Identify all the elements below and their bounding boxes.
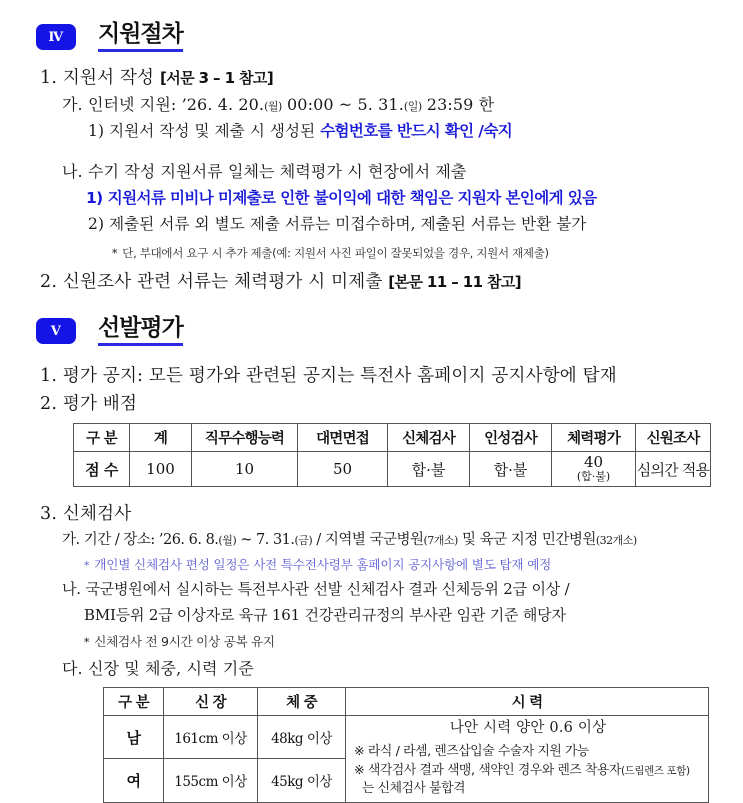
list-item-1a-day2: (일) — [403, 100, 422, 113]
list-item-1b-2 — [88, 212, 586, 234]
score-value-interview: 50 — [298, 452, 388, 487]
score-header-division: 구 분 — [74, 424, 130, 452]
score-header-personality-test: 인성검사 — [470, 424, 552, 452]
list-item-1b-1-marker: 1) — [86, 189, 103, 207]
list-item-2-text: 신원조사 관련 서류는 체력평가 시 미제출 — [62, 272, 383, 292]
vision-requirements-cell — [346, 716, 709, 803]
eval-item-3b-line2 — [84, 604, 566, 625]
list-item-2-reference: [본문 11 – 11 참고] — [388, 273, 522, 291]
list-item-1a-1-text: 지원서 작성 및 제출 시 생성된 — [109, 122, 316, 140]
vision-note-2 — [354, 762, 702, 781]
eval-item-3 — [40, 500, 131, 525]
score-value-physical-exam: 합·불 — [388, 452, 470, 487]
eval-item-1-text: 평가 공지: 모든 평가와 관련된 공지는 특전사 홈페이지 공지사항에 탑재 — [62, 366, 617, 386]
vision-row-label-male: 남 — [104, 716, 164, 759]
list-item-1b-note — [112, 242, 549, 261]
eval-item-3a-marker: 가. — [62, 532, 80, 548]
score-value-personality-test: 합·불 — [470, 452, 552, 487]
score-value-background-check: 심의간 적용 — [636, 452, 711, 487]
score-value-fitness-number: 40 — [583, 453, 604, 472]
list-item-1b-note-paren: (예: 지원서 사진 파일이 잘못되었을 경우, 지원서 재제출) — [272, 246, 549, 260]
vision-note-1: ※ 라식 / 라셈, 렌즈삽입술 수술자 지원 가능 — [354, 744, 589, 760]
eval-item-3b-text-line1: 국군병원에서 실시하는 특전부사관 선발 신체검사 결과 신체등위 2급 이상 / — [85, 580, 570, 598]
list-item-1b-1 — [86, 186, 597, 208]
eval-item-1 — [40, 362, 617, 387]
score-table-header-row — [74, 424, 711, 452]
note-asterisk-icon-2: * — [84, 559, 90, 572]
section-numeral-badge-4: Ⅳ — [36, 24, 76, 50]
vision-weight-male: 48kg 이상 — [258, 716, 346, 759]
eval-item-3c — [62, 656, 254, 679]
eval-item-3a-text4: 및 육군 지정 민간병원 — [457, 532, 596, 548]
score-header-job-ability: 직무수행능력 — [192, 424, 298, 452]
eval-item-2 — [40, 390, 137, 415]
eval-item-3b-marker: 나. — [62, 580, 81, 598]
list-item-1a-marker: 가. — [62, 95, 83, 114]
section-title-5: 선발평가 — [98, 316, 183, 346]
list-item-1-text: 지원서 작성 — [62, 68, 155, 88]
score-row-label: 점 수 — [74, 452, 130, 487]
list-item-1b-note-text: 단, 부대에서 요구 시 추가 제출 — [122, 246, 273, 260]
section-header-5 — [36, 316, 183, 346]
list-item-1b — [62, 159, 466, 182]
section-title-4: 지원절차 — [98, 22, 183, 52]
list-item-1a-text2: 00:00 ~ 5. 31. — [281, 95, 404, 114]
eval-item-3b-note — [84, 631, 275, 650]
list-item-2-number: 2. — [40, 272, 58, 292]
vision-note-2-continued: 는 신체검사 불합격 — [362, 781, 466, 797]
eval-item-3a-text2: ~ 7. 31. — [236, 532, 295, 548]
eval-item-3a-text: 기간 / 장소: ’26. 6. 8. — [83, 532, 219, 548]
eval-item-3a-count1: (7개소) — [423, 534, 458, 547]
list-item-1a-1 — [88, 119, 512, 141]
list-item-1a-1-highlight: 수험번호를 반드시 확인 /숙지 — [320, 122, 513, 140]
vision-table — [103, 687, 709, 803]
vision-header-division: 구 분 — [104, 688, 164, 716]
score-value-fitness-sub: (합·불) — [576, 469, 611, 483]
eval-item-3c-marker: 다. — [62, 659, 83, 678]
score-header-background-check: 신원조사 — [636, 424, 711, 452]
score-header-total: 계 — [130, 424, 192, 452]
eval-item-3c-text: 신장 및 체중, 시력 기준 — [87, 659, 254, 678]
vision-height-female: 155cm 이상 — [164, 759, 258, 802]
eval-item-3a-text3: / 지역별 국군병원 — [312, 532, 424, 548]
eval-item-3a-day1: (월) — [218, 534, 237, 547]
list-item-1a-1-marker: 1) — [88, 122, 105, 140]
eval-item-3a-day2: (금) — [294, 534, 313, 547]
eval-item-3-number: 3. — [40, 504, 58, 524]
section-header-4 — [36, 22, 183, 52]
score-value-total: 100 — [130, 452, 192, 487]
eval-item-3b-note-text: 신체검사 전 9시간 이상 공복 유지 — [94, 634, 275, 649]
vision-header-weight: 체 중 — [258, 688, 346, 716]
list-item-1b-1-text: 지원서류 미비나 미제출로 인한 불이익에 대한 책임은 지원자 본인에게 있음 — [107, 189, 597, 207]
vision-note-2-text: ※ 색각검사 결과 색맹, 색약인 경우와 렌즈 착용자 — [354, 762, 621, 778]
score-table-row — [74, 452, 711, 487]
eval-item-2-text: 평가 배점 — [62, 394, 138, 414]
eval-item-2-number: 2. — [40, 394, 58, 414]
vision-table-header-row — [104, 688, 709, 716]
list-item-1-number: 1. — [40, 68, 58, 88]
score-header-fitness-eval: 체력평가 — [552, 424, 636, 452]
eval-item-1-number: 1. — [40, 366, 58, 386]
eval-item-3a-note-text: 개인별 신체검사 편성 일정은 사전 특수전사령부 홈페이지 공지사항에 별도 탑재 예정 — [94, 557, 552, 572]
score-header-physical-exam: 신체검사 — [388, 424, 470, 452]
list-item-1a-text3: 23:59 한 — [421, 95, 495, 114]
eval-item-3a-count2: (32개소) — [595, 534, 637, 547]
vision-row-label-female: 여 — [104, 759, 164, 802]
vision-header-height: 신 장 — [164, 688, 258, 716]
list-item-1a-day1: (월) — [264, 100, 282, 113]
vision-weight-female: 45kg 이상 — [258, 759, 346, 802]
list-item-1-reference: [서문 3 – 1 참고] — [159, 69, 274, 87]
vision-main-requirement: 나안 시력 양안 0.6 이상 — [449, 720, 607, 736]
eval-item-3b-line1 — [62, 578, 569, 599]
note-asterisk-icon: * — [112, 247, 118, 260]
note-asterisk-icon-3: * — [84, 636, 90, 649]
vision-height-male: 161cm 이상 — [164, 716, 258, 759]
list-item-1b-2-marker: 2) — [88, 215, 105, 233]
list-item-1 — [40, 64, 273, 89]
score-value-job-ability: 10 — [192, 452, 298, 487]
vision-table-row-male — [104, 716, 709, 759]
score-table — [73, 423, 711, 487]
eval-item-3a-note — [84, 554, 551, 573]
eval-item-3a — [62, 528, 637, 549]
vision-note-2-small: (드림렌즈 포함) — [620, 764, 690, 777]
list-item-1a-text: 인터넷 지원: ’26. 4. 20. — [87, 95, 265, 114]
list-item-1b-2-text: 제출된 서류 외 별도 제출 서류는 미접수하며, 제출된 서류는 반환 불가 — [109, 215, 587, 233]
list-item-1b-marker: 나. — [62, 162, 83, 181]
vision-header-eyesight: 시 력 — [346, 688, 709, 716]
list-item-1b-text: 수기 작성 지원서류 일체는 체력평가 시 현장에서 제출 — [87, 162, 467, 181]
score-header-interview: 대면면접 — [298, 424, 388, 452]
score-value-fitness-eval — [552, 452, 636, 487]
section-numeral-badge-5: Ⅴ — [36, 318, 76, 344]
eval-item-3b-text-line2: BMI등위 2급 이상자로 육규 161 건강관리규정의 부사관 임관 기준 해당자 — [84, 606, 566, 624]
list-item-2 — [40, 268, 521, 293]
eval-item-3-text: 신체검사 — [62, 504, 132, 524]
list-item-1a — [62, 92, 494, 115]
